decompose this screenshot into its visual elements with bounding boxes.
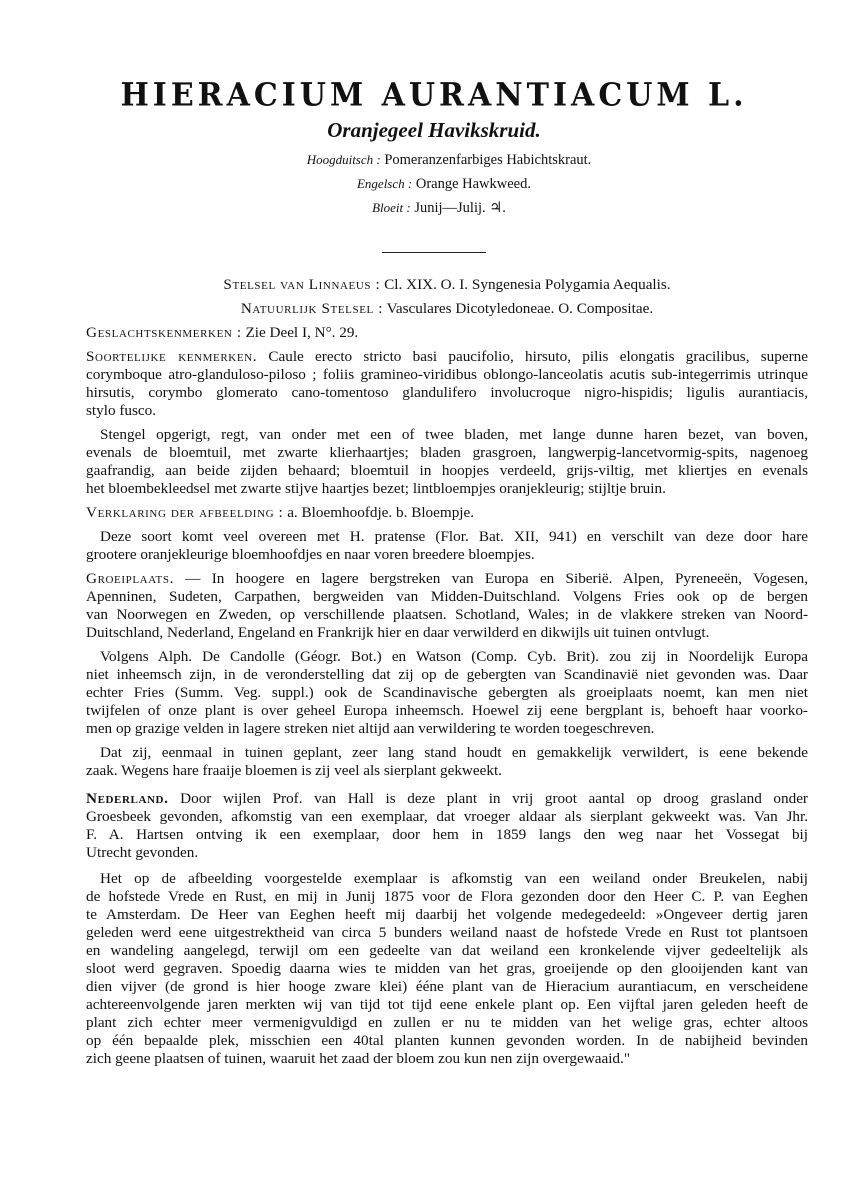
dat-line-2: zaak. Wegens hare fraaije bloemen is zij veel als sierplant gekweekt. — [86, 762, 502, 779]
natural-text: Vasculares Dicotyledoneae. O. Compositae. — [383, 300, 654, 317]
genus-text: Zie Deel I, N°. 29. — [241, 324, 359, 341]
species-label: Soortelijke kenmerken. — [86, 348, 258, 365]
nederland-line-2: Groesbeek gevonden, afkomstig van een exemplaar, dat vroeger aldaar als sierplant gekweekt was. Van Jhr. — [86, 808, 808, 825]
nederland-line-4: Utrecht gevonden. — [86, 844, 199, 861]
volgens-line-4: twijfelen of onze plant is over geheel Europa inheemsch. Hoewel zij eene bergplant is, behoeft haar voorko- — [86, 702, 808, 719]
nederland-line-1: Nederland. Door wijlen Prof. van Hall is deze plant in vrij groot aantal op droog grasland onder — [86, 790, 808, 807]
volgens-line-1: Volgens Alph. De Candolle (Géogr. Bot.) en Watson (Comp. Cyb. Brit). zou zij in Noordelijk Europa — [100, 648, 808, 665]
dat-line-1: Dat zij, eenmaal in tuinen geplant, zeer lang stand houdt en gemakkelijk verwildert, is eene bekende — [100, 744, 808, 761]
groeiplaats-line-2: Apenninen, Sudeten, Carpathen, bergweiden van Midden-Duitschland. Volgens Fries ook op de bergen — [86, 588, 808, 605]
divider — [382, 252, 486, 253]
linnaeus-text: Cl. XIX. O. I. Syngenesia Polygamia Aequalis. — [380, 276, 671, 293]
stengel-line-4: het bloembekleedsel met zwarte stijve haartjes bezet; lintbloempjes oranjekleurig; stijltje bruin. — [86, 480, 666, 497]
nederland-line-3: F. A. Hartsen ontving ik een exemplaar, door hem in 1859 langs den weg naar het Vossegat bij — [86, 826, 808, 843]
groeiplaats-line-1: Groeiplaats. — In hoogere en lagere bergstreken van Europa en Siberië. Alpen, Pyreneeën, Vogesen, — [86, 570, 808, 587]
species-line-4: stylo fusco. — [86, 402, 157, 419]
het-line-7: dien vijver (de grond is hier hooge zware klei) ééne plant van de Hieracium aurantiacum, en verscheidene — [86, 978, 808, 995]
stengel-line-1: Stengel opgerigt, regt, van onder met een of twee bladen, met lange dunne haren bezet, van boven, — [100, 426, 808, 443]
stengel-line-2: evenals de bloemtuil, met zwarte klierhaartjes; bladen grasgroen, langwerpig-lancetvormig-spits, nagenoeg — [86, 444, 808, 461]
linnaeus-label: Stelsel van Linnaeus : — [223, 276, 381, 293]
het-line-1: Het op de afbeelding voorgestelde exemplaar is afkomstig van een weiland onder Breukelen, nabij — [100, 870, 808, 887]
deze-line-1: Deze soort komt veel overeen met H. pratense (Flor. Bat. XII, 941) en verschilt van deze door hare — [100, 528, 808, 545]
het-line-11: zich geene plaatsen of tuinen, waaruit het zaad der bloem zou kun nen zijn overgewaaid." — [86, 1050, 631, 1067]
figure-legend — [86, 504, 808, 522]
groeiplaats-line-3: van Noorwegen en Zweden, op verschillende plaatsen. Schotland, Wales; in de vlakkere streken van Noord- — [86, 606, 808, 623]
linnaeus-system — [86, 276, 808, 294]
figure-legend-text: a. Bloemhoofdje. b. Bloempje. — [283, 504, 475, 521]
english-label: Engelsch : — [356, 176, 413, 191]
species-line-3: hirsutis, corymbo glomerato cano-tomentoso glandulifero involucroque nigro-hispidis; ligulis aurantiacis, — [86, 384, 808, 401]
natural-system — [86, 300, 808, 318]
het-line-6: sloot werd gegraven. Spoedig daarna wies te midden van het gras, groeijende op den glooijenden kant van — [86, 960, 808, 977]
deze-line-2: grootere oranjekleurige bloemhoofdjes en naar voren breedere bloempjes. — [86, 546, 535, 563]
page-title: HIERACIUM AURANTIACUM L. — [120, 77, 748, 114]
groeiplaats-label: Groeiplaats. — [86, 570, 174, 587]
species-line-1: Soortelijke kenmerken. Caule erecto stricto basi paucifolio, hirsuto, pilis elongatis gracilibus, superne — [86, 348, 808, 365]
species-line-2: corymboque atro-glanduloso-piloso ; foliis gramineo-viridibus oblongo-lanceolatis acutis sub-integerrimis utrinque — [86, 366, 808, 383]
het-line-3: te Amsterdam. De Heer van Eeghen heeft mij daarbij het volgende medegedeeld: »Ongeveer dertig jaren — [86, 906, 808, 923]
flowering — [0, 200, 868, 217]
genus-characters — [86, 324, 808, 342]
figure-legend-label: Verklaring der afbeelding : — [86, 504, 284, 521]
natural-label: Natuurlijk Stelsel : — [240, 300, 384, 317]
volgens-line-3: echter Fries (Summ. Veg. suppl.) ook de Scandinavische gebergten als groeiplaats noemt, kan men niet — [86, 684, 808, 701]
het-line-9: plant zich echter meer vermenigvuldigd en zullen er nu te midden van het welige gras, echter altoos — [86, 1014, 808, 1031]
volgens-line-5: men op grazige velden in lagere streken niet altijd aan verwildering te worden toegeschreven. — [86, 720, 655, 737]
dutch-name: Oranjegeel Havikskruid. — [327, 118, 541, 142]
nederland-label: Nederland. — [86, 790, 169, 807]
flowering-text: Junij—Julij. ♃. — [414, 200, 506, 216]
het-line-10: op één bepaalde plek, misschien een 40tal planten kunnen gevonden worden. In de nabijheid bevinden — [86, 1032, 808, 1049]
flowering-label: Bloeit : — [372, 200, 411, 215]
het-line-2: de hofstede Vrede en Rust, en mij in Junij 1875 voor de Flora gezonden door den Heer C. P. van Eeghen — [86, 888, 808, 905]
german-name — [0, 152, 868, 169]
german-text: Pomeranzenfarbiges Habichtskraut. — [384, 152, 592, 168]
het-line-8: achtereenvolgende jaren merkten wij van tijd tot tijd eene enkele plant op. Een vijftal jaren geleden heeft de — [86, 996, 808, 1013]
english-text: Orange Hawkweed. — [415, 176, 531, 192]
english-name — [0, 176, 868, 193]
german-label: Hoogduitsch : — [306, 152, 381, 167]
stengel-line-3: gaafrandig, aan beide zijden behaard; bloemtuil in hoopjes verdeeld, grijs-viltig, met kliertjes en evenals — [86, 462, 808, 479]
groeiplaats-line-4: Duitschland, Nederland, Engeland en Frankrijk hier en daar verwilderd en dikwijls uit tuinen ontvlugt. — [86, 624, 710, 641]
het-line-4: geleden werd eene uitgestrektheid van circa 5 bunders weiland naast de hofstede Vrede en Rust tot plantsoen — [86, 924, 808, 941]
genus-label: Geslachtskenmerken : — [86, 324, 242, 341]
volgens-line-2: niet inheemsch zijn, in de veronderstelling dat zij op de gebergten van Scandinavië niet gevonden was. Daar — [86, 666, 808, 683]
het-line-5: en wandeling aangelegd, terwijl om een gedeelte van dat weiland een kronkelende vijver gedeeltelijk als — [86, 942, 808, 959]
